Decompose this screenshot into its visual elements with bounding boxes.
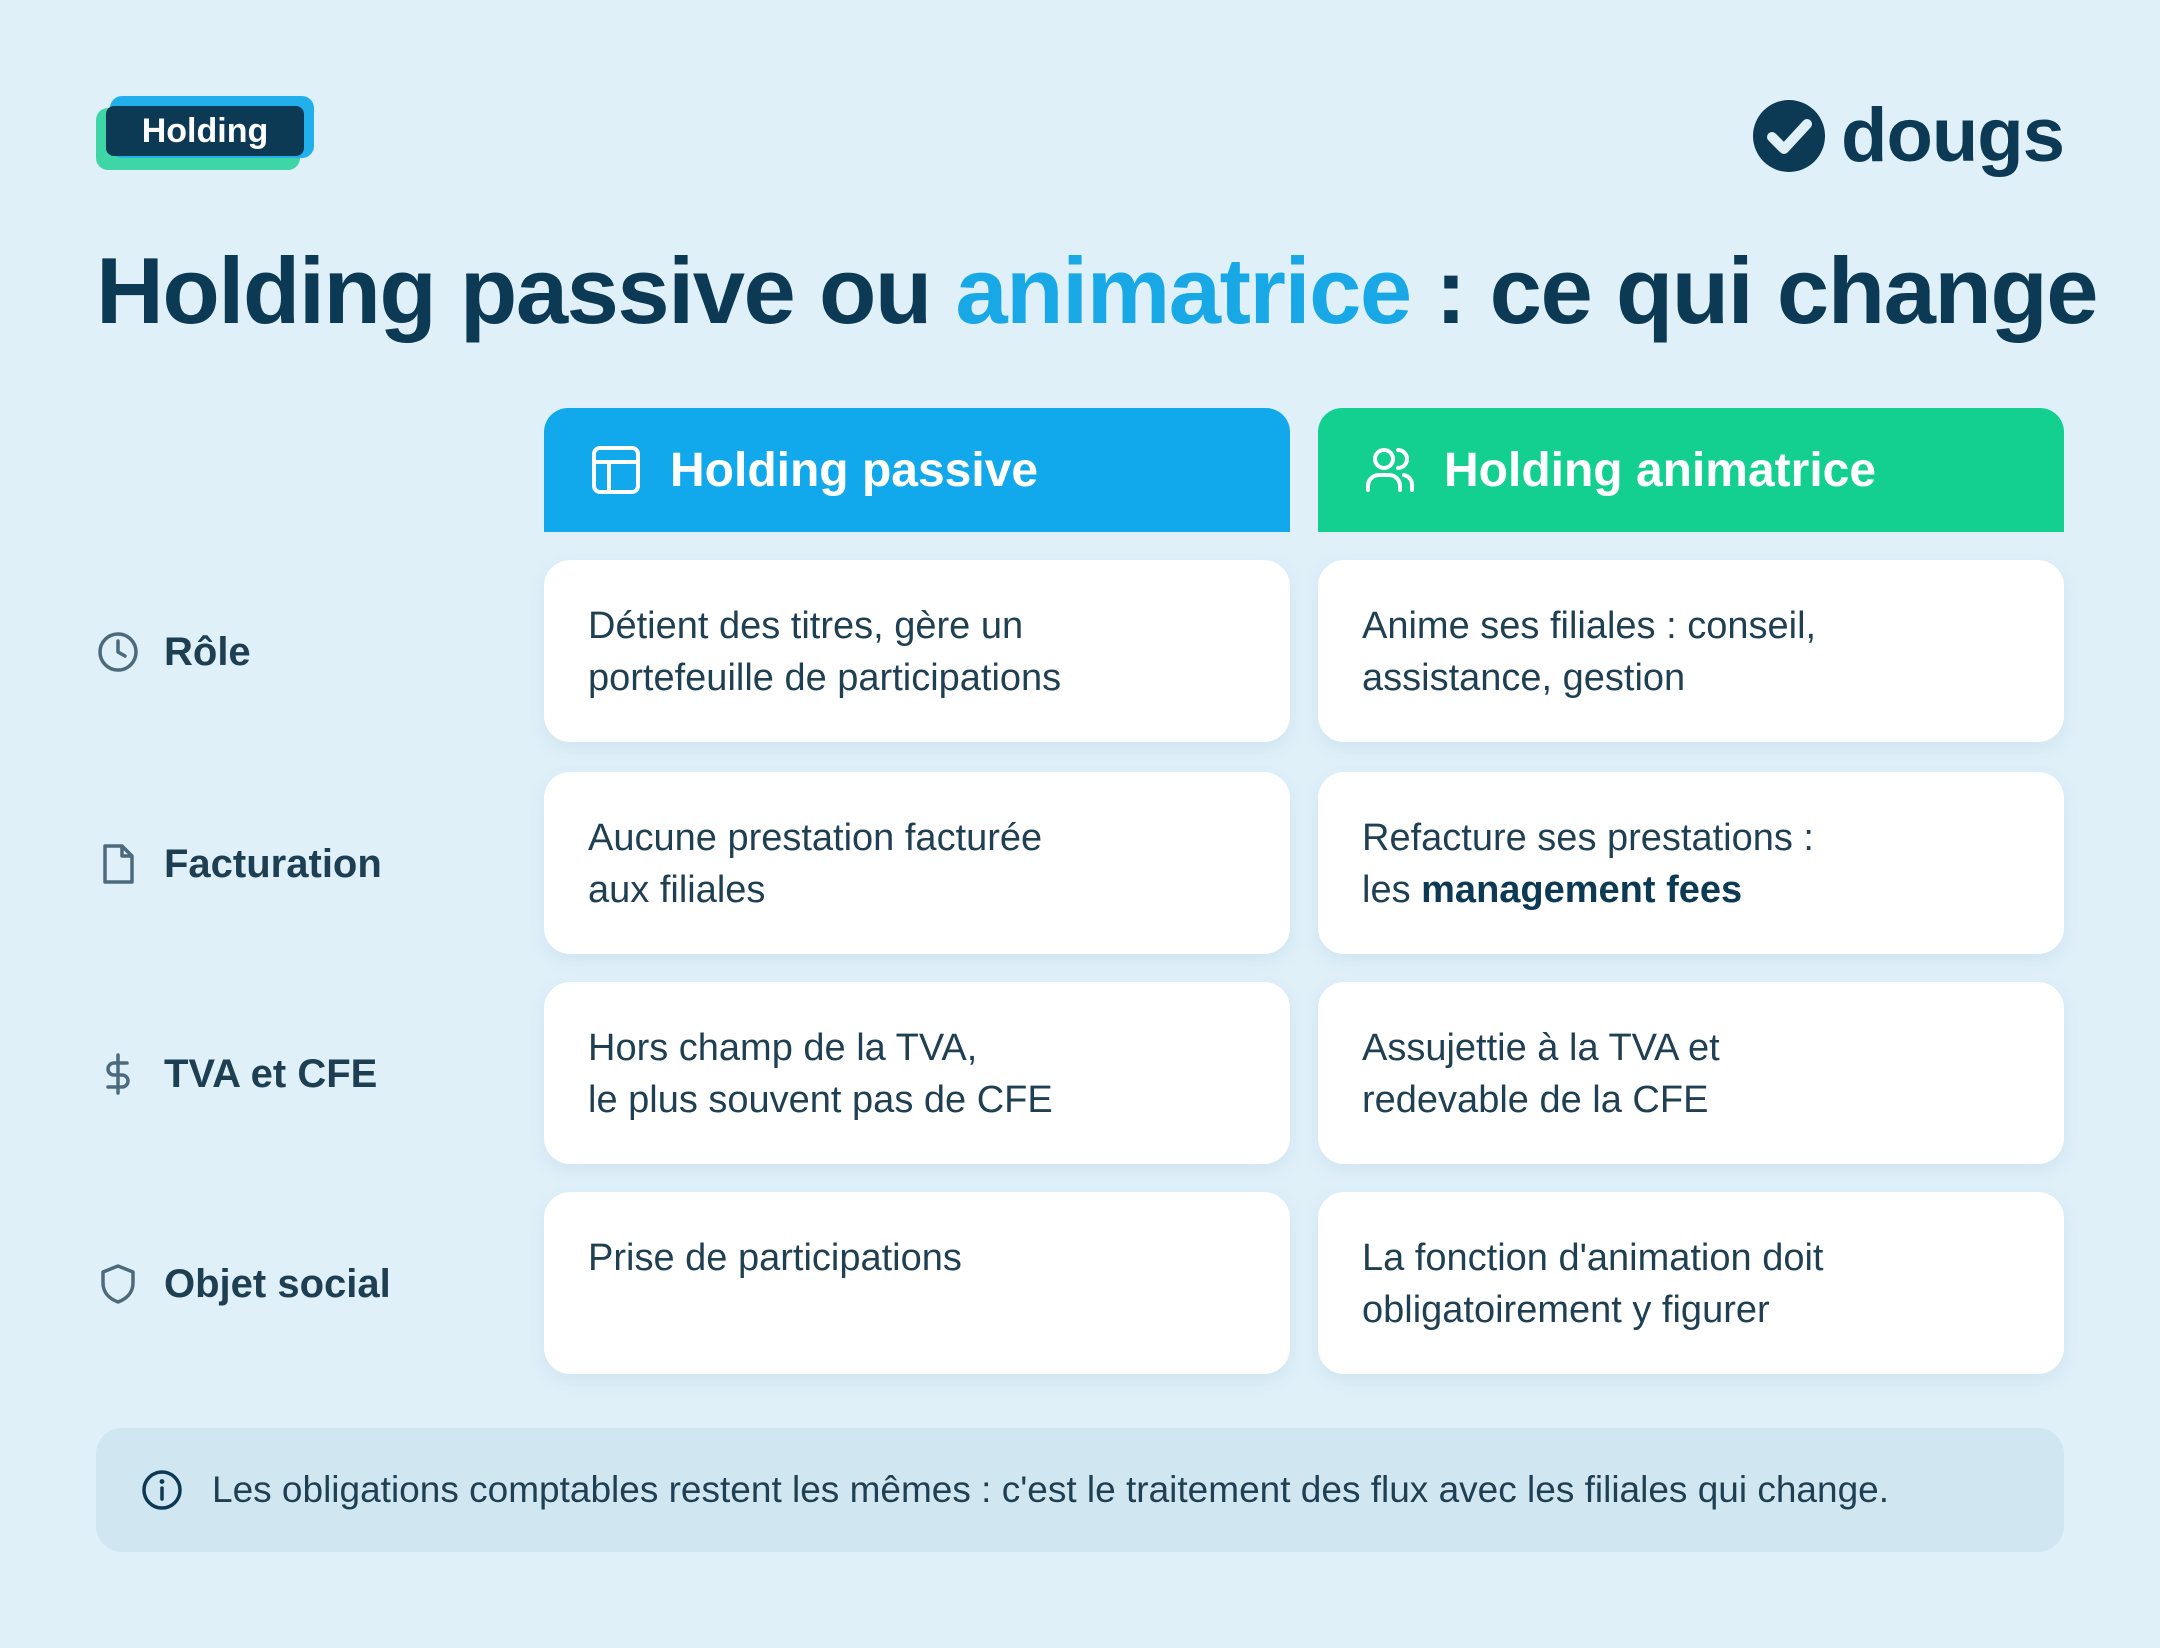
shield-icon [96, 1262, 140, 1306]
cell-tva-animatrice [1318, 982, 2064, 1164]
tag-label: Holding [106, 106, 304, 156]
row-label-objet-social-text: Objet social [164, 1261, 391, 1306]
check-circle-icon [1753, 100, 1825, 172]
cell-line: Assujettie à la TVA et [1362, 1027, 1720, 1069]
page-title [96, 236, 2098, 346]
row-label-role [96, 622, 251, 682]
row-label-role-text: Rôle [164, 629, 251, 674]
row-label-tva-cfe [96, 1044, 377, 1104]
cell-line: aux filiales [588, 869, 766, 911]
row-label-objet-social [96, 1254, 391, 1314]
column-header-animatrice [1318, 408, 2064, 532]
cell-line: Anime ses filiales : conseil, [1362, 605, 1817, 647]
info-note-text: Les obligations comptables restent les mêmes : c'est le traitement des flux avec les filiales qui change. [212, 1469, 1890, 1510]
row-label-facturation [96, 834, 382, 894]
title-part-2: : ce qui change [1410, 238, 2098, 343]
cell-line: Prise de participations [588, 1237, 962, 1279]
cell-objet-passive [544, 1192, 1290, 1374]
cell-line: La fonction d'animation doit [1362, 1237, 1824, 1279]
info-icon [140, 1468, 184, 1512]
column-header-passive [544, 408, 1290, 532]
layout-icon [590, 444, 642, 496]
cell-line: assistance, gestion [1362, 657, 1686, 699]
cell-facturation-passive [544, 772, 1290, 954]
cell-line: Aucune prestation facturée [588, 817, 1043, 859]
users-icon [1364, 444, 1416, 496]
row-label-facturation-text: Facturation [164, 841, 382, 886]
cell-line: Hors champ de la TVA, [588, 1027, 978, 1069]
cell-line: le plus souvent pas de CFE [588, 1079, 1053, 1121]
clock-icon [96, 630, 140, 674]
cell-line: redevable de la CFE [1362, 1079, 1709, 1121]
dollar-icon [96, 1052, 140, 1096]
cell-line: Refacture ses prestations : [1362, 817, 1814, 859]
column-header-animatrice-label: Holding animatrice [1444, 443, 1877, 497]
title-part-1: Holding passive ou [96, 238, 956, 343]
cell-role-animatrice [1318, 560, 2064, 742]
cell-role-passive [544, 560, 1290, 742]
cell-facturation-animatrice [1318, 772, 2064, 954]
cell-line-bold: management fees [1421, 869, 1743, 911]
brand-logo [1753, 93, 2064, 178]
category-tag [96, 96, 314, 170]
cell-line: Détient des titres, gère un [588, 605, 1024, 647]
row-label-tva-cfe-text: TVA et CFE [164, 1051, 378, 1096]
cell-line [1362, 864, 2020, 916]
cell-line-prefix: les [1362, 869, 1422, 911]
file-icon [96, 842, 140, 886]
brand-name: dougs [1841, 93, 2064, 178]
cell-objet-animatrice [1318, 1192, 2064, 1374]
cell-line: portefeuille de participations [588, 657, 1062, 699]
column-header-passive-label: Holding passive [670, 443, 1039, 497]
cell-tva-passive [544, 982, 1290, 1164]
cell-line: obligatoirement y figurer [1362, 1289, 1770, 1331]
info-note [96, 1428, 2064, 1552]
title-accent: animatrice [955, 238, 1411, 343]
